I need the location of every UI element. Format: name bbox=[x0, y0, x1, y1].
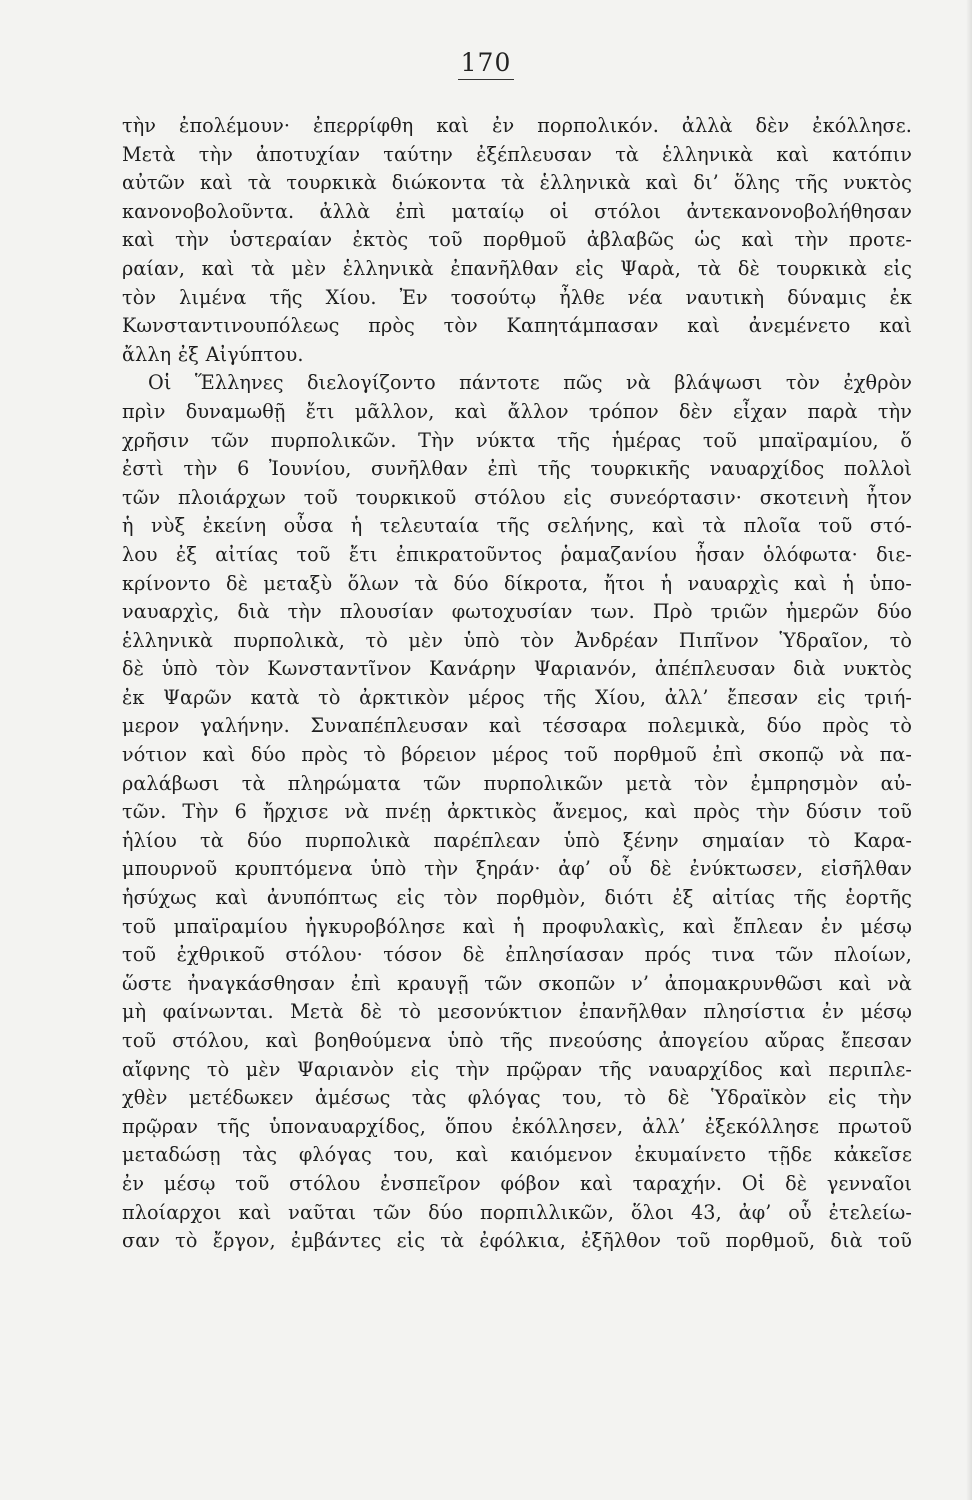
text-line: σαν τὸ ἔργον, ἐμβάντες εἰς τὰ ἐφόλκια, ἐξῆλθον τοῦ πορθμοῦ, διὰ τοῦ bbox=[122, 1229, 912, 1253]
text-line: ἄλλη ἐξ Αἰγύπτου. bbox=[122, 342, 304, 366]
text-line: πλοίαρχοι καὶ ναῦται τῶν δύο πορπιλλικῶν, ὅλοι 43, ἀφ’ οὗ ἐτελείω- bbox=[122, 1200, 912, 1224]
text-line: αὐτῶν καὶ τὰ τουρκικὰ διώκοντα τὰ ἑλληνικὰ καὶ δι’ ὅλης τῆς νυκτὸς bbox=[122, 171, 912, 195]
text-line: τῶν. Τὴν 6 ἤρχισε νὰ πνέῃ ἀρκτικὸς ἄνεμος, καὶ πρὸς τὴν δύσιν τοῦ bbox=[122, 800, 912, 824]
page-edge-shadow bbox=[966, 0, 972, 1500]
text-line: μερον γαλήνην. Συναπέπλευσαν καὶ τέσσαρα πολεμικὰ, δύο πρὸς τὸ bbox=[122, 714, 912, 738]
page-number: 170 bbox=[0, 48, 972, 80]
text-line: αἴφνης τὸ μὲν Ψαριανὸν εἰς τὴν πρῷραν τῆς ναυαρχίδος καὶ περιπλε- bbox=[122, 1057, 912, 1081]
text-line: κανονοβολοῦντα. ἀλλὰ ἐπὶ ματαίῳ οἱ στόλοι ἀντεκανονοβολήθησαν bbox=[122, 199, 912, 223]
body-text bbox=[122, 112, 912, 1256]
text-line: τοῦ ἐχθρικοῦ στόλου· τόσον δὲ ἐπλησίασαν πρός τινα τῶν πλοίων, bbox=[122, 943, 912, 967]
text-line: ἡλίου τὰ δύο πυρπολικὰ παρέπλεαν ὑπὸ ξένην σημαίαν τὸ Καρα- bbox=[122, 828, 912, 852]
text-line: καὶ τὴν ὑστεραίαν ἐκτὸς τοῦ πορθμοῦ ἀβλαβῶς ὡς καὶ τὴν προτε- bbox=[122, 228, 912, 252]
text-line: ραλάβωσι τὰ πληρώματα τῶν πυρπολικῶν μετὰ τὸν ἐμπρησμὸν αὐ- bbox=[122, 771, 912, 795]
text-line: τῶν πλοιάρχων τοῦ τουρκικοῦ στόλου εἰς συνεόρτασιν· σκοτεινὴ ἦτον bbox=[122, 485, 912, 509]
text-line: τὴν ἐπολέμουν· ἐπερρίφθη καὶ ἐν πορπολικόν. ἀλλὰ δὲν ἐκόλλησε. bbox=[122, 114, 912, 137]
text-line: ἡ νὺξ ἐκείνη οὖσα ἡ τελευταία τῆς σελήνης, καὶ τὰ πλοῖα τοῦ στό- bbox=[122, 514, 912, 538]
text-line: ἡσύχως καὶ ἀνυπόπτως εἰς τὸν πορθμὸν, διότι ἐξ αἰτίας τῆς ἑορτῆς bbox=[122, 886, 912, 910]
text-line: ναυαρχὶς, διὰ τὴν πλουσίαν φωτοχυσίαν των. Πρὸ τριῶν ἡμερῶν δύο bbox=[122, 600, 912, 624]
text-line: τὸν λιμένα τῆς Χίου. Ἐν τοσούτῳ ἦλθε νέα ναυτικὴ δύναμις ἐκ bbox=[122, 285, 912, 309]
text-line: Κωνσταντινουπόλεως πρὸς τὸν Καπητάμπασαν καὶ ἀνεμένετο καὶ bbox=[122, 314, 912, 338]
text-line: λου ἐξ αἰτίας τοῦ ἔτι ἐπικρατοῦντος ῥαμαζανίου ἦσαν ὁλόφωτα· διε- bbox=[122, 542, 912, 566]
text-line: τοῦ στόλου, καὶ βοηθούμενα ὑπὸ τῆς πνεούσης ἀπογείου αὔρας ἔπεσαν bbox=[122, 1029, 912, 1052]
text-line: ἑλληνικὰ πυρπολικὰ, τὸ μὲν ὑπὸ τὸν Ἀνδρέαν Πιπῖνον Ὑδραῖον, τὸ bbox=[122, 628, 912, 652]
text-line: δὲ ὑπὸ τὸν Κωνσταντῖνον Κανάρην Ψαριανόν, ἀπέπλευσαν διὰ νυκτὸς bbox=[122, 657, 912, 681]
text-line: νότιον καὶ δύο πρὸς τὸ βόρειον μέρος τοῦ πορθμοῦ ἐπὶ σκοπῷ νὰ πα- bbox=[122, 743, 912, 767]
text-line: ραίαν, καὶ τὰ μὲν ἑλληνικὰ ἐπανῆλθαν εἰς Ψαρὰ, τὰ δὲ τουρκικὰ εἰς bbox=[122, 256, 912, 280]
text-line: Μετὰ τὴν ἀποτυχίαν ταύτην ἐξέπλευσαν τὰ ἑλληνικὰ καὶ κατόπιν bbox=[122, 142, 912, 166]
text-line: χθὲν μετέδωκεν ἀμέσως τὰς φλόγας του, τὸ δὲ Ὑδραϊκὸν εἰς τὴν bbox=[122, 1086, 912, 1110]
text-line: τοῦ μπαϊραμίου ἠγκυροβόλησε καὶ ἡ προφυλακὶς, καὶ ἔπλεαν ἐν μέσῳ bbox=[122, 914, 912, 938]
text-line: πρῷραν τῆς ὑποναυαρχίδος, ὅπου ἐκόλλησεν, ἀλλ’ ἐξεκόλλησε πρωτοῦ bbox=[122, 1114, 912, 1138]
text-line: ὥστε ἠναγκάσθησαν ἐπὶ κραυγῇ τῶν σκοπῶν ν’ ἀπομακρυνθῶσι καὶ νὰ bbox=[122, 971, 912, 995]
text-line: χρῆσιν τῶν πυρπολικῶν. Τὴν νύκτα τῆς ἡμέρας τοῦ μπαϊραμίου, ὅ bbox=[122, 428, 912, 452]
text-line: κρίνοντο δὲ μεταξὺ ὅλων τὰ δύο δίκροτα, ἤτοι ἡ ναυαρχὶς καὶ ἡ ὑπο- bbox=[122, 571, 912, 595]
text-line: μπουρνοῦ κρυπτόμενα ὑπὸ τὴν ξηράν· ἀφ’ οὗ δὲ ἐνύκτωσεν, εἰσῆλθαν bbox=[122, 857, 912, 881]
text-line: μὴ φαίνωνται. Μετὰ δὲ τὸ μεσονύκτιον ἐπανῆλθαν πλησίστια ἐν μέσῳ bbox=[122, 1000, 912, 1024]
text-line: Οἱ Ἕλληνες διελογίζοντο πάντοτε πῶς νὰ βλάψωσι τὸν ἐχθρὸν bbox=[148, 371, 912, 395]
text-line: ἐστὶ τὴν 6 Ἰουνίου, συνῆλθαν ἐπὶ τῆς τουρκικῆς ναυαρχίδος πολλοὶ bbox=[122, 457, 912, 481]
text-line: πρὶν δυναμωθῇ ἔτι μᾶλλον, καὶ ἄλλον τρόπον δὲν εἶχαν παρὰ τὴν bbox=[122, 399, 912, 423]
text-line: μεταδώσῃ τὰς φλόγας του, καὶ καιόμενον ἐκυμαίνετο τῇδε κἀκεῖσε bbox=[122, 1143, 912, 1167]
text-line: ἐν μέσῳ τοῦ στόλου ἐνσπεῖρον φόβον καὶ ταραχήν. Οἱ δὲ γενναῖοι bbox=[122, 1171, 912, 1195]
text-line: ἐκ Ψαρῶν κατὰ τὸ ἀρκτικὸν μέρος τῆς Χίου, ἀλλ’ ἔπεσαν εἰς τριή- bbox=[122, 685, 912, 709]
